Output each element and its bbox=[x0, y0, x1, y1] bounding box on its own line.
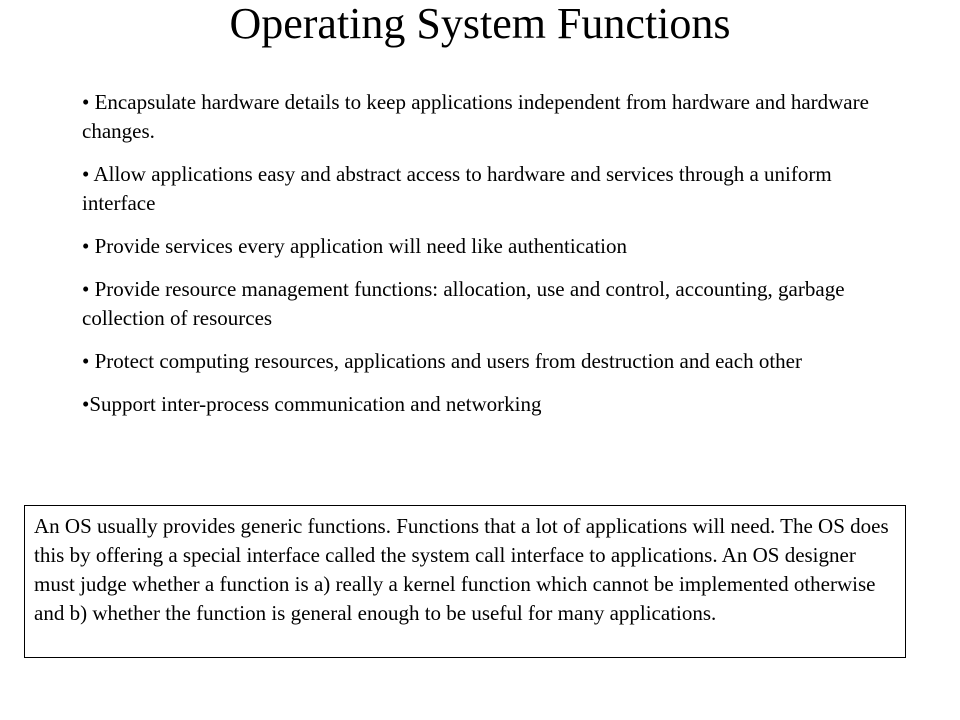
bullet-item: • Encapsulate hardware details to keep applications independent from hardware and hardware changes. bbox=[82, 90, 869, 143]
note-box: An OS usually provides generic functions. Functions that a lot of applications will need. The OS does this by offering a special interface called the system call interface to applications. An OS designer must judge whether a function is a) really a kernel function which cannot be implemented otherwise and b) whether the function is general enough to be useful for many applications. bbox=[24, 505, 906, 658]
bullet-item: • Protect computing resources, applications and users from destruction and each other bbox=[82, 349, 802, 373]
bullet-item: • Provide services every application will need like authentication bbox=[82, 234, 628, 258]
bullet-item: • Provide resource management functions: allocation, use and control, accounting, garbage collection of resources bbox=[82, 277, 845, 330]
bullet-item: • Allow applications easy and abstract access to hardware and services through a uniform interface bbox=[82, 162, 832, 215]
slide-title: Operating System Functions bbox=[229, 0, 731, 48]
bullet-item: •Support inter-process communication and networking bbox=[82, 392, 542, 416]
bullet-list bbox=[82, 88, 872, 433]
